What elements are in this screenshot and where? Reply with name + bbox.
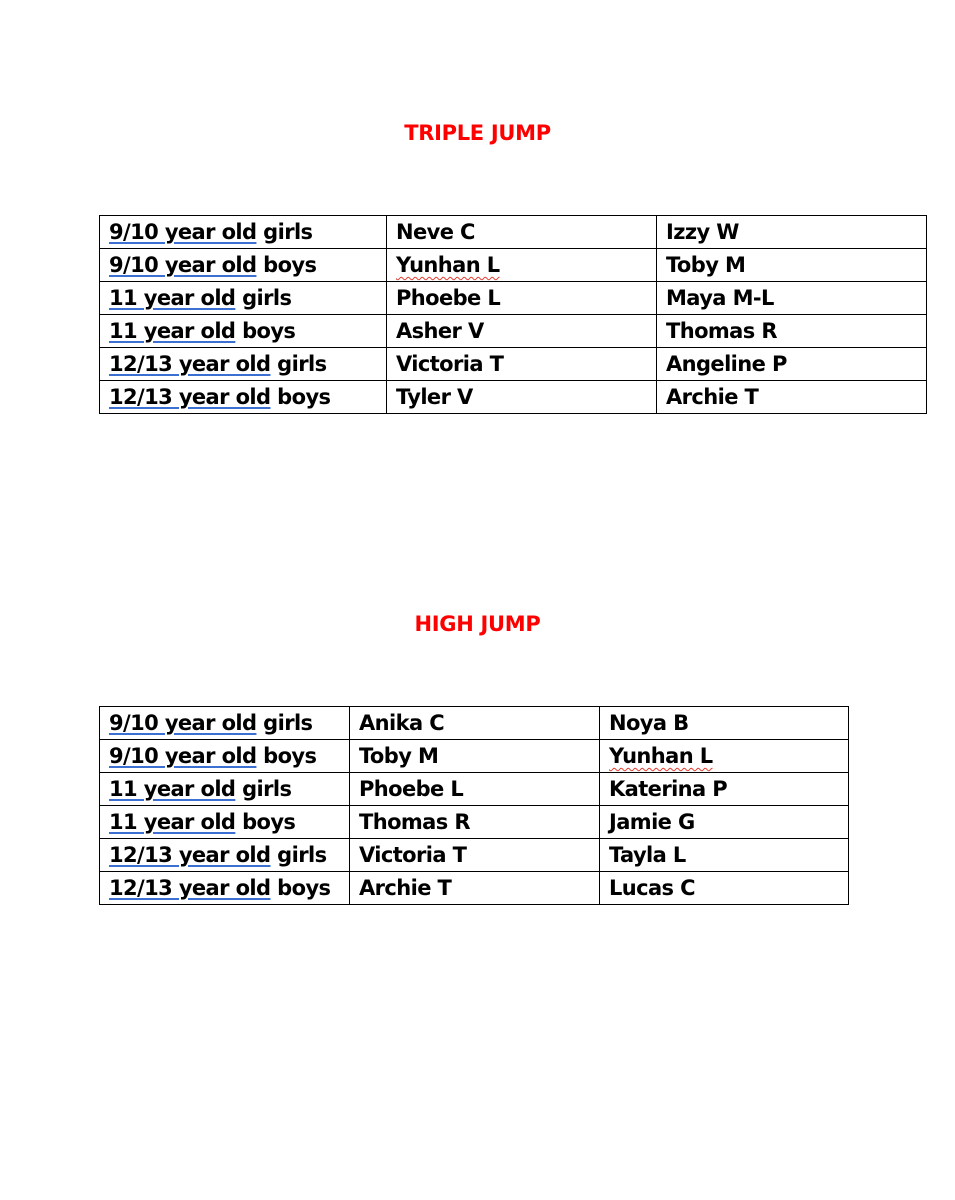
- age-group-cell: [100, 282, 387, 315]
- age-group-label: 11 year old: [109, 319, 236, 343]
- second-athlete-cell: Toby M: [657, 249, 927, 282]
- first-athlete-cell: Thomas R: [350, 806, 600, 839]
- second-athlete-cell: Thomas R: [657, 315, 927, 348]
- first-athlete-cell: Phoebe L: [387, 282, 657, 315]
- gender-label: girls: [270, 352, 327, 376]
- first-athlete-cell: Toby M: [350, 740, 600, 773]
- high-jump-title: HIGH JUMP: [414, 612, 541, 636]
- table-row: [100, 249, 927, 282]
- table-row: [100, 707, 849, 740]
- first-athlete-cell: Asher V: [387, 315, 657, 348]
- triple-jump-table: [99, 215, 927, 414]
- second-athlete-cell: Maya M-L: [657, 282, 927, 315]
- second-athlete-cell: Katerina P: [600, 773, 849, 806]
- age-group-cell: [100, 872, 350, 905]
- table-row: [100, 315, 927, 348]
- gender-label: boys: [235, 319, 296, 343]
- athlete-name: Yunhan L: [396, 253, 500, 277]
- gender-label: boys: [270, 385, 331, 409]
- age-group-label: 12/13 year old: [109, 876, 271, 900]
- table-row: [100, 773, 849, 806]
- age-group-cell: [100, 216, 387, 249]
- gender-label: girls: [256, 711, 313, 735]
- age-group-label: 11 year old: [109, 286, 236, 310]
- gender-label: boys: [270, 876, 331, 900]
- high-jump-table: [99, 706, 849, 905]
- age-group-cell: [100, 773, 350, 806]
- age-group-label: 9/10 year old: [109, 220, 257, 244]
- age-group-cell: [100, 315, 387, 348]
- second-athlete-cell: Tayla L: [600, 839, 849, 872]
- first-athlete-cell: Victoria T: [387, 348, 657, 381]
- gender-label: girls: [235, 286, 292, 310]
- age-group-label: 9/10 year old: [109, 744, 257, 768]
- age-group-cell: [100, 707, 350, 740]
- second-athlete-cell: Izzy W: [657, 216, 927, 249]
- first-athlete-cell: Victoria T: [350, 839, 600, 872]
- table-row: [100, 348, 927, 381]
- first-athlete-cell: [387, 249, 657, 282]
- gender-label: girls: [270, 843, 327, 867]
- age-group-label: 12/13 year old: [109, 385, 271, 409]
- second-athlete-cell: Noya B: [600, 707, 849, 740]
- triple-jump-title: TRIPLE JUMP: [404, 121, 551, 145]
- age-group-label: 12/13 year old: [109, 352, 271, 376]
- second-athlete-cell: Lucas C: [600, 872, 849, 905]
- second-athlete-cell: Jamie G: [600, 806, 849, 839]
- gender-label: boys: [256, 744, 317, 768]
- first-athlete-cell: Anika C: [350, 707, 600, 740]
- age-group-label: 12/13 year old: [109, 843, 271, 867]
- age-group-cell: [100, 381, 387, 414]
- gender-label: boys: [235, 810, 296, 834]
- first-athlete-cell: Tyler V: [387, 381, 657, 414]
- gender-label: girls: [235, 777, 292, 801]
- second-athlete-cell: Angeline P: [657, 348, 927, 381]
- table-row: [100, 381, 927, 414]
- second-athlete-cell: [600, 740, 849, 773]
- age-group-cell: [100, 249, 387, 282]
- table-row: [100, 740, 849, 773]
- age-group-label: 9/10 year old: [109, 711, 257, 735]
- second-athlete-cell: Archie T: [657, 381, 927, 414]
- gender-label: girls: [256, 220, 313, 244]
- first-athlete-cell: Neve C: [387, 216, 657, 249]
- age-group-label: 9/10 year old: [109, 253, 257, 277]
- age-group-label: 11 year old: [109, 777, 236, 801]
- age-group-cell: [100, 839, 350, 872]
- age-group-cell: [100, 806, 350, 839]
- age-group-cell: [100, 740, 350, 773]
- age-group-label: 11 year old: [109, 810, 236, 834]
- first-athlete-cell: Phoebe L: [350, 773, 600, 806]
- table-row: [100, 216, 927, 249]
- table-row: [100, 872, 849, 905]
- athlete-name: Yunhan L: [609, 744, 713, 768]
- age-group-cell: [100, 348, 387, 381]
- gender-label: boys: [256, 253, 317, 277]
- table-row: [100, 282, 927, 315]
- table-row: [100, 806, 849, 839]
- table-row: [100, 839, 849, 872]
- first-athlete-cell: Archie T: [350, 872, 600, 905]
